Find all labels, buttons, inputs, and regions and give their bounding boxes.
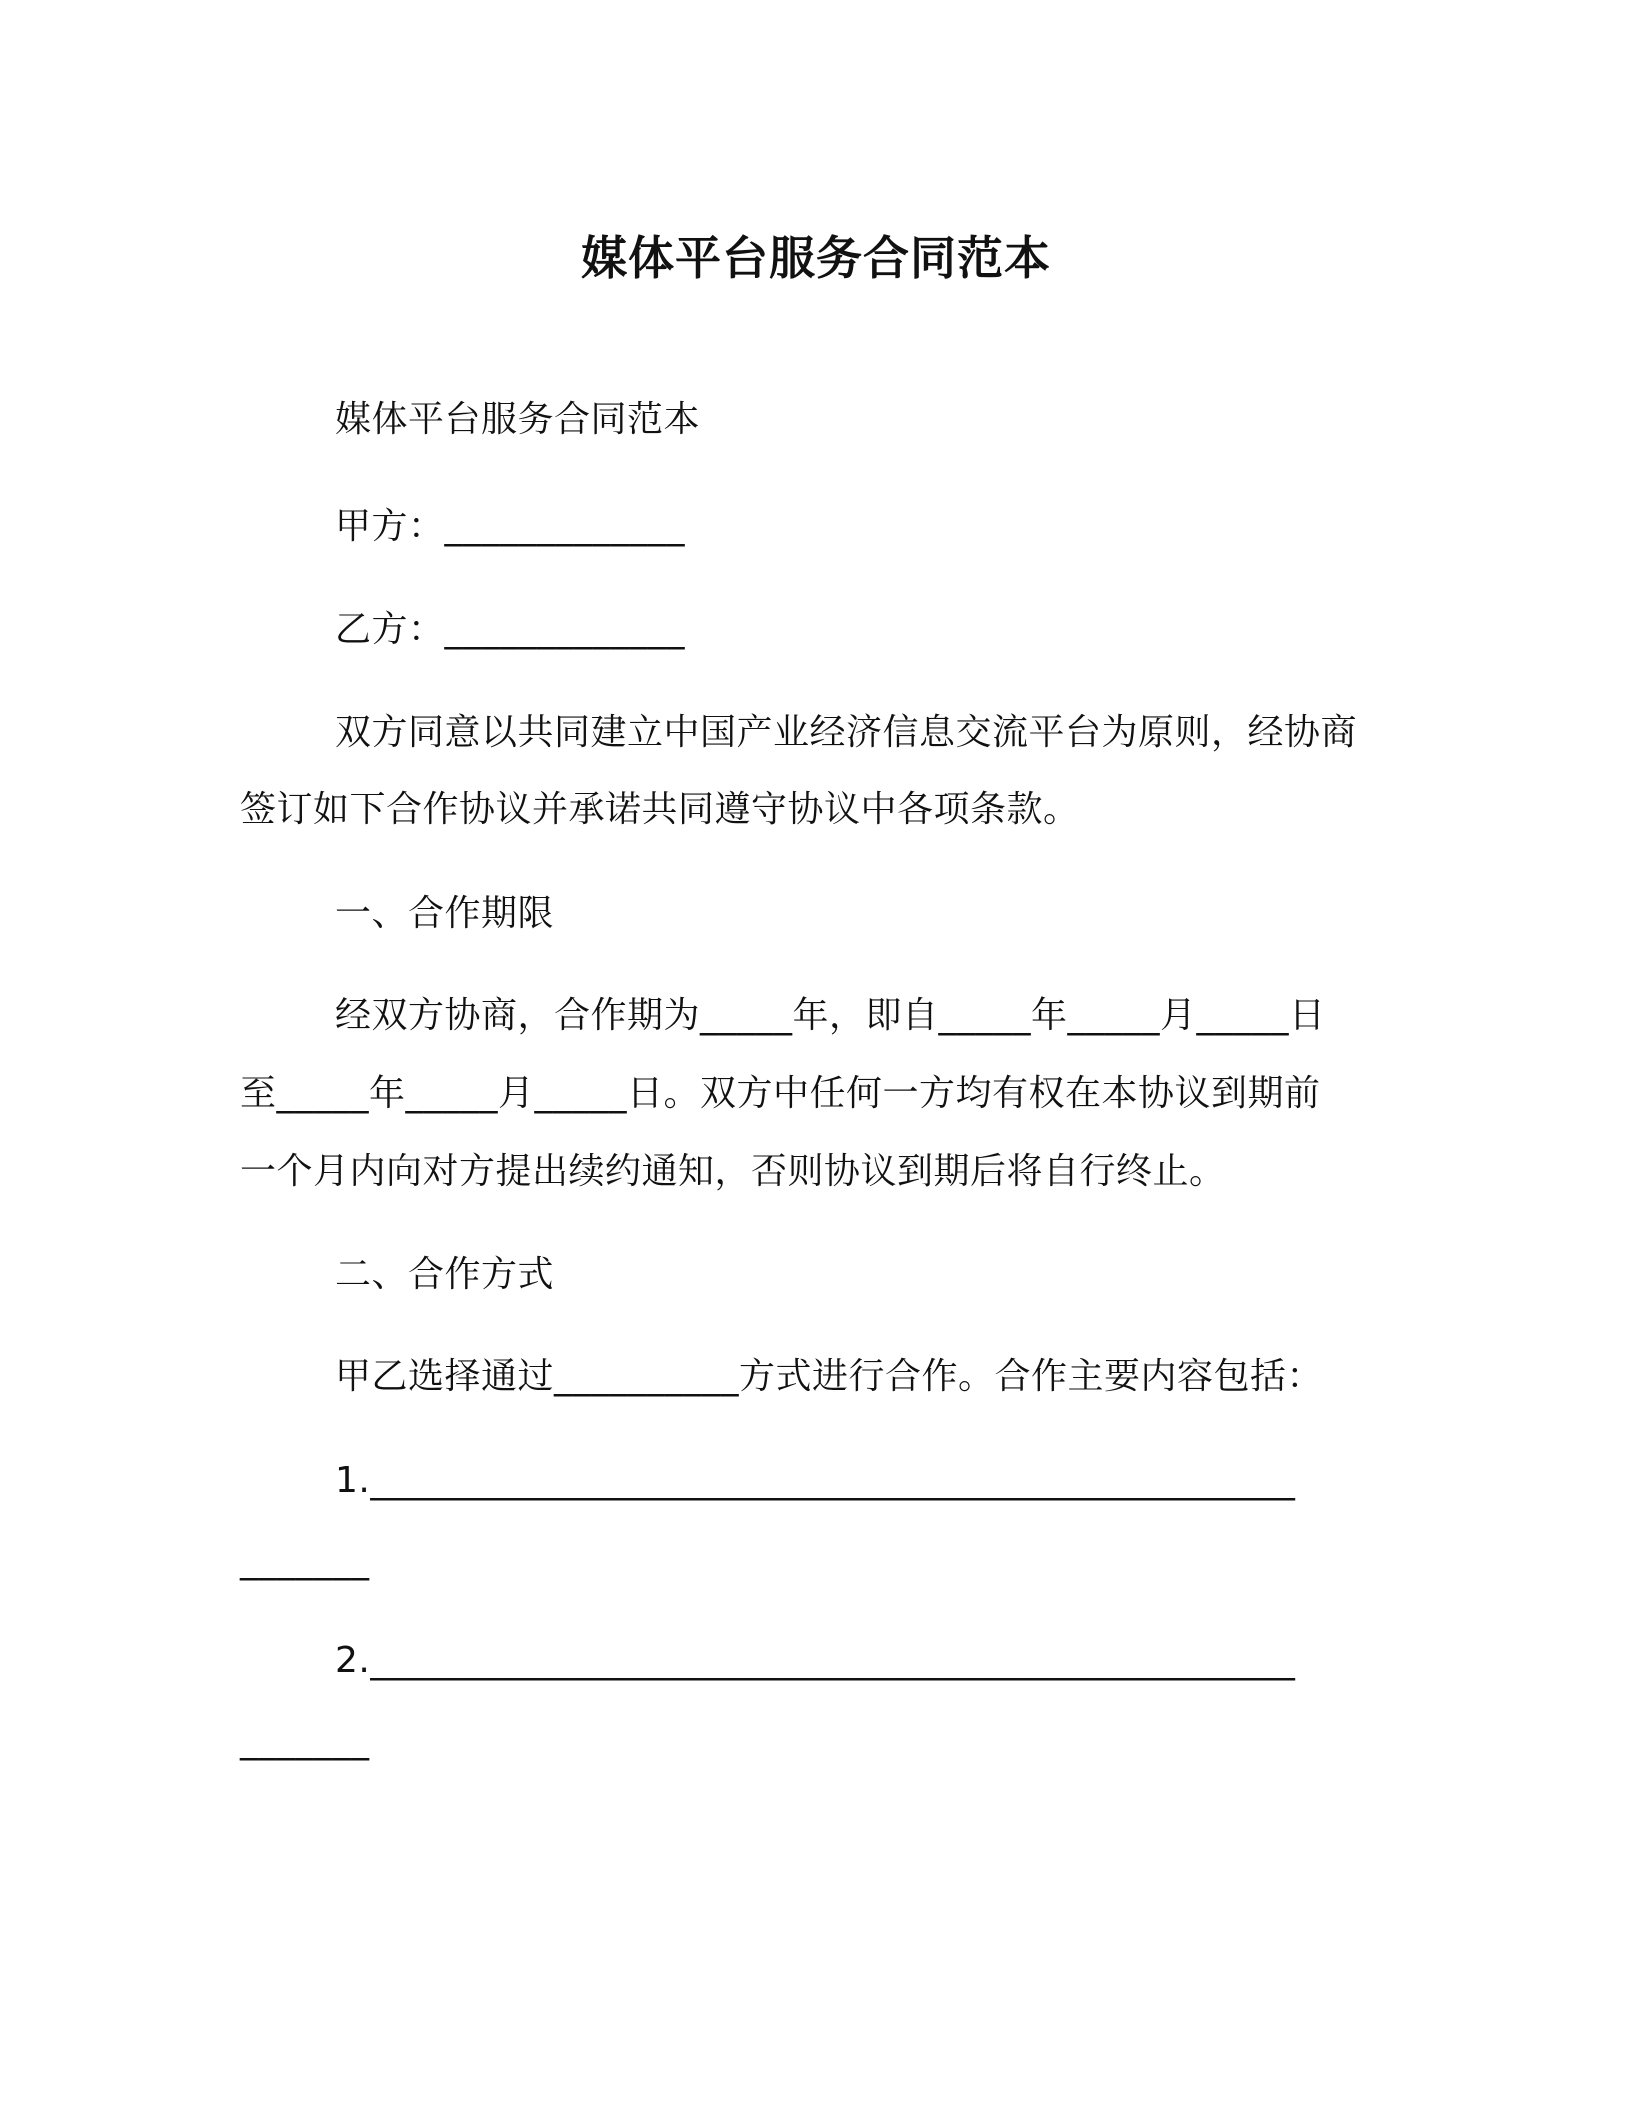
term-paragraph-line-1: 经双方协商，合作期为_____年，即自_____年_____月_____日 — [335, 995, 1326, 1036]
section-2-heading: 二、合作方式 — [335, 1254, 555, 1295]
term-paragraph-line-2: 至_____年_____月_____日。双方中任何一方均有权在本协议到期前 — [240, 1073, 1321, 1114]
section-1-heading: 一、合作期限 — [335, 893, 555, 934]
item-2-continuation: _______ — [240, 1720, 370, 1761]
item-1-line: 1.__________________________________________________ — [335, 1460, 1296, 1501]
party-b-line: 乙方：_____________ — [335, 609, 686, 650]
item-2-line: 2.__________________________________________________ — [335, 1640, 1296, 1681]
intro-paragraph-line-1: 双方同意以共同建立中国产业经济信息交流平台为原则，经协商 — [335, 712, 1358, 753]
intro-paragraph-line-2: 签订如下合作协议并承诺共同遵守协议中各项条款。 — [240, 789, 1080, 830]
method-paragraph-line: 甲乙选择通过__________方式进行合作。合作主要内容包括： — [335, 1356, 1324, 1397]
document-title: 媒体平台服务合同范本 — [581, 231, 1051, 285]
party-a-line: 甲方：_____________ — [335, 506, 686, 547]
term-paragraph-line-3: 一个月内向对方提出续约通知，否则协议到期后将自行终止。 — [240, 1151, 1226, 1192]
subtitle-line: 媒体平台服务合同范本 — [335, 399, 701, 440]
item-1-continuation: _______ — [240, 1540, 370, 1581]
